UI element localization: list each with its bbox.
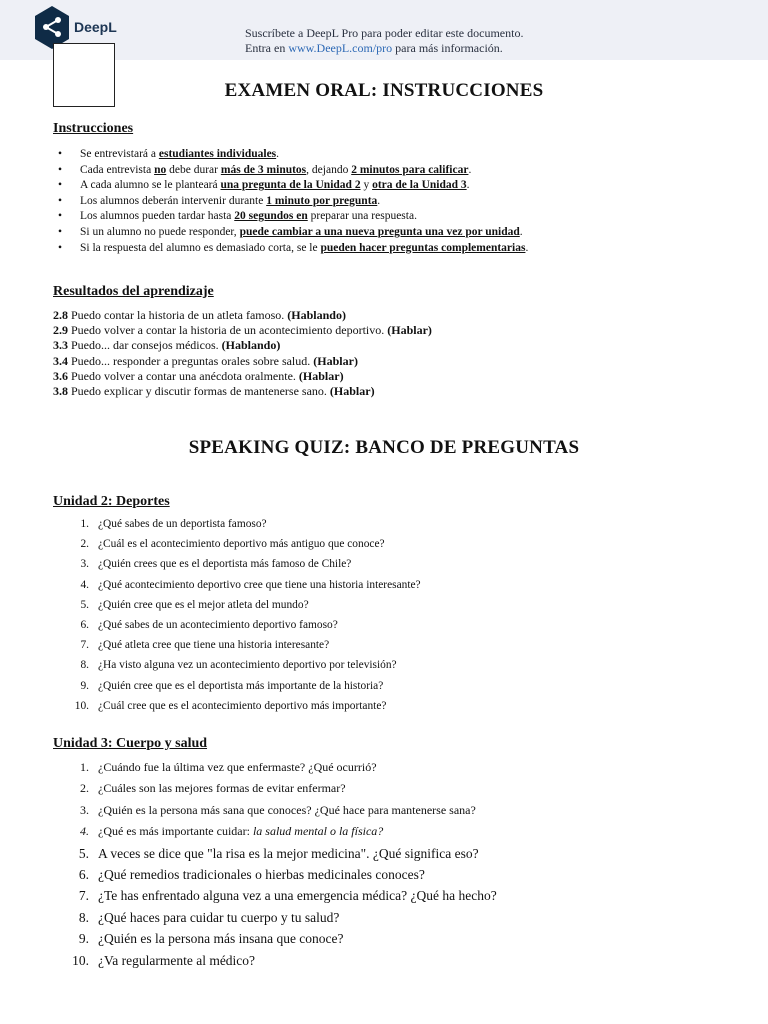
- deepl-pro-link[interactable]: www.DeepL.com/pro: [288, 41, 393, 55]
- outcomes-heading: Resultados del aprendizaje: [53, 284, 214, 299]
- list-item: 2. ¿Cuáles son las mejores formas de evitar enfermar?: [80, 781, 346, 796]
- unit2-heading: Unidad 2: Deportes: [53, 494, 170, 509]
- list-item: 6. ¿Qué remedios tradicionales o hierbas medicinales conoces?: [78, 867, 425, 883]
- list-item: 3. ¿Quién crees que es el deportista más famoso de Chile?: [80, 558, 352, 571]
- list-item: • A cada alumno se le planteará una pregunta de la Unidad 2 y otra de la Unidad 3.: [53, 178, 528, 194]
- list-item: 5. ¿Quién cree que es el mejor atleta del mundo?: [80, 598, 309, 611]
- list-item: 10. ¿Cuál cree que es el acontecimiento deportivo más importante?: [74, 699, 387, 712]
- list-item: • Cada entrevista no debe durar más de 3 minutos, dejando 2 minutos para calificar.: [53, 163, 528, 179]
- deepl-brand-text: DeepL: [74, 19, 117, 35]
- list-item: • Los alumnos deberán intervenir durante 1 minuto por pregunta.: [53, 194, 528, 210]
- outcome-item: 3.6 Puedo volver a contar una anécdota oralmente. (Hablar): [53, 368, 344, 383]
- outcome-item: 2.8 Puedo contar la historia de un atleta famoso. (Hablando): [53, 308, 346, 322]
- list-item: 10. ¿Va regularmente al médico?: [72, 952, 256, 968]
- outcome-item: 3.3 Puedo... dar consejos médicos. (Hablando): [53, 338, 281, 353]
- list-item: • Los alumnos pueden tardar hasta 20 segundos en preparar una respuesta.: [53, 209, 528, 225]
- list-item: 6. ¿Qué sabes de un acontecimiento deportivo famoso?: [80, 619, 338, 632]
- page-title-question-bank: SPEAKING QUIZ: BANCO DE PREGUNTAS: [188, 437, 580, 458]
- unit3-questions: [53, 757, 497, 971]
- list-item: 2. ¿Cuál es el acontecimiento deportivo más antiguo que conoce?: [80, 538, 385, 551]
- promo-line-1: Suscríbete a DeepL Pro para poder editar este documento.: [245, 26, 524, 40]
- pro-promo-text: [245, 26, 523, 56]
- deepl-banner: [0, 0, 768, 60]
- list-item: 1. ¿Cuándo fue la última vez que enfermaste? ¿Qué ocurrió?: [80, 760, 377, 774]
- promo-line-2: Entra en www.DeepL.com/pro para más información.: [245, 41, 503, 55]
- page-title-instructions: EXAMEN ORAL: INSTRUCCIONES: [224, 80, 544, 101]
- list-item: 9. ¿Quién es la persona más insana que conoce?: [78, 931, 344, 947]
- list-item: 4. ¿Qué acontecimiento deportivo cree que tiene una historia interesante?: [80, 578, 421, 591]
- unit3-heading: Unidad 3: Cuerpo y salud: [53, 736, 208, 751]
- instructions-list: [53, 147, 528, 256]
- outcome-item: 3.8 Puedo explicar y discutir formas de mantenerse sano. (Hablar): [53, 384, 375, 399]
- list-item: 8. ¿Ha visto alguna vez un acontecimiento deportivo por televisión?: [80, 659, 397, 672]
- list-item: 9. ¿Quién cree que es el deportista más importante de la historia?: [80, 679, 384, 692]
- list-item: • Si un alumno no puede responder, puede cambiar a una nueva pregunta una vez por unidad.: [53, 225, 528, 241]
- list-item: • Se entrevistará a estudiantes individuales.: [53, 147, 528, 163]
- list-item: • Si la respuesta del alumno es demasiado corta, se le pueden hacer preguntas complementarias.: [53, 241, 528, 257]
- outcome-item: 2.9 Puedo volver a contar la historia de un acontecimiento deportivo. (Hablar): [53, 323, 432, 338]
- unit2-questions: [53, 514, 421, 716]
- outcomes-list: [53, 308, 432, 399]
- instructions-heading: Instrucciones: [53, 121, 134, 136]
- list-item: 7. ¿Te has enfrentado alguna vez a una emergencia médica? ¿Qué ha hecho?: [78, 888, 497, 904]
- list-item: 7. ¿Qué atleta cree que tiene una historia interesante?: [80, 639, 330, 652]
- list-item: 1. ¿Qué sabes de un deportista famoso?: [80, 518, 267, 530]
- list-item: 5. A veces se dice que "la risa es la mejor medicina". ¿Qué significa eso?: [78, 845, 479, 861]
- list-item: 4. ¿Qué es más importante cuidar: la salud mental o la física?: [80, 824, 384, 839]
- list-item: 3. ¿Quién es la persona más sana que conoces? ¿Qué hace para mantenerse sana?: [80, 802, 476, 817]
- list-item: 8. ¿Qué haces para cuidar tu cuerpo y tu salud?: [78, 909, 340, 925]
- outcome-item: 3.4 Puedo... responder a preguntas orales sobre salud. (Hablar): [53, 353, 358, 368]
